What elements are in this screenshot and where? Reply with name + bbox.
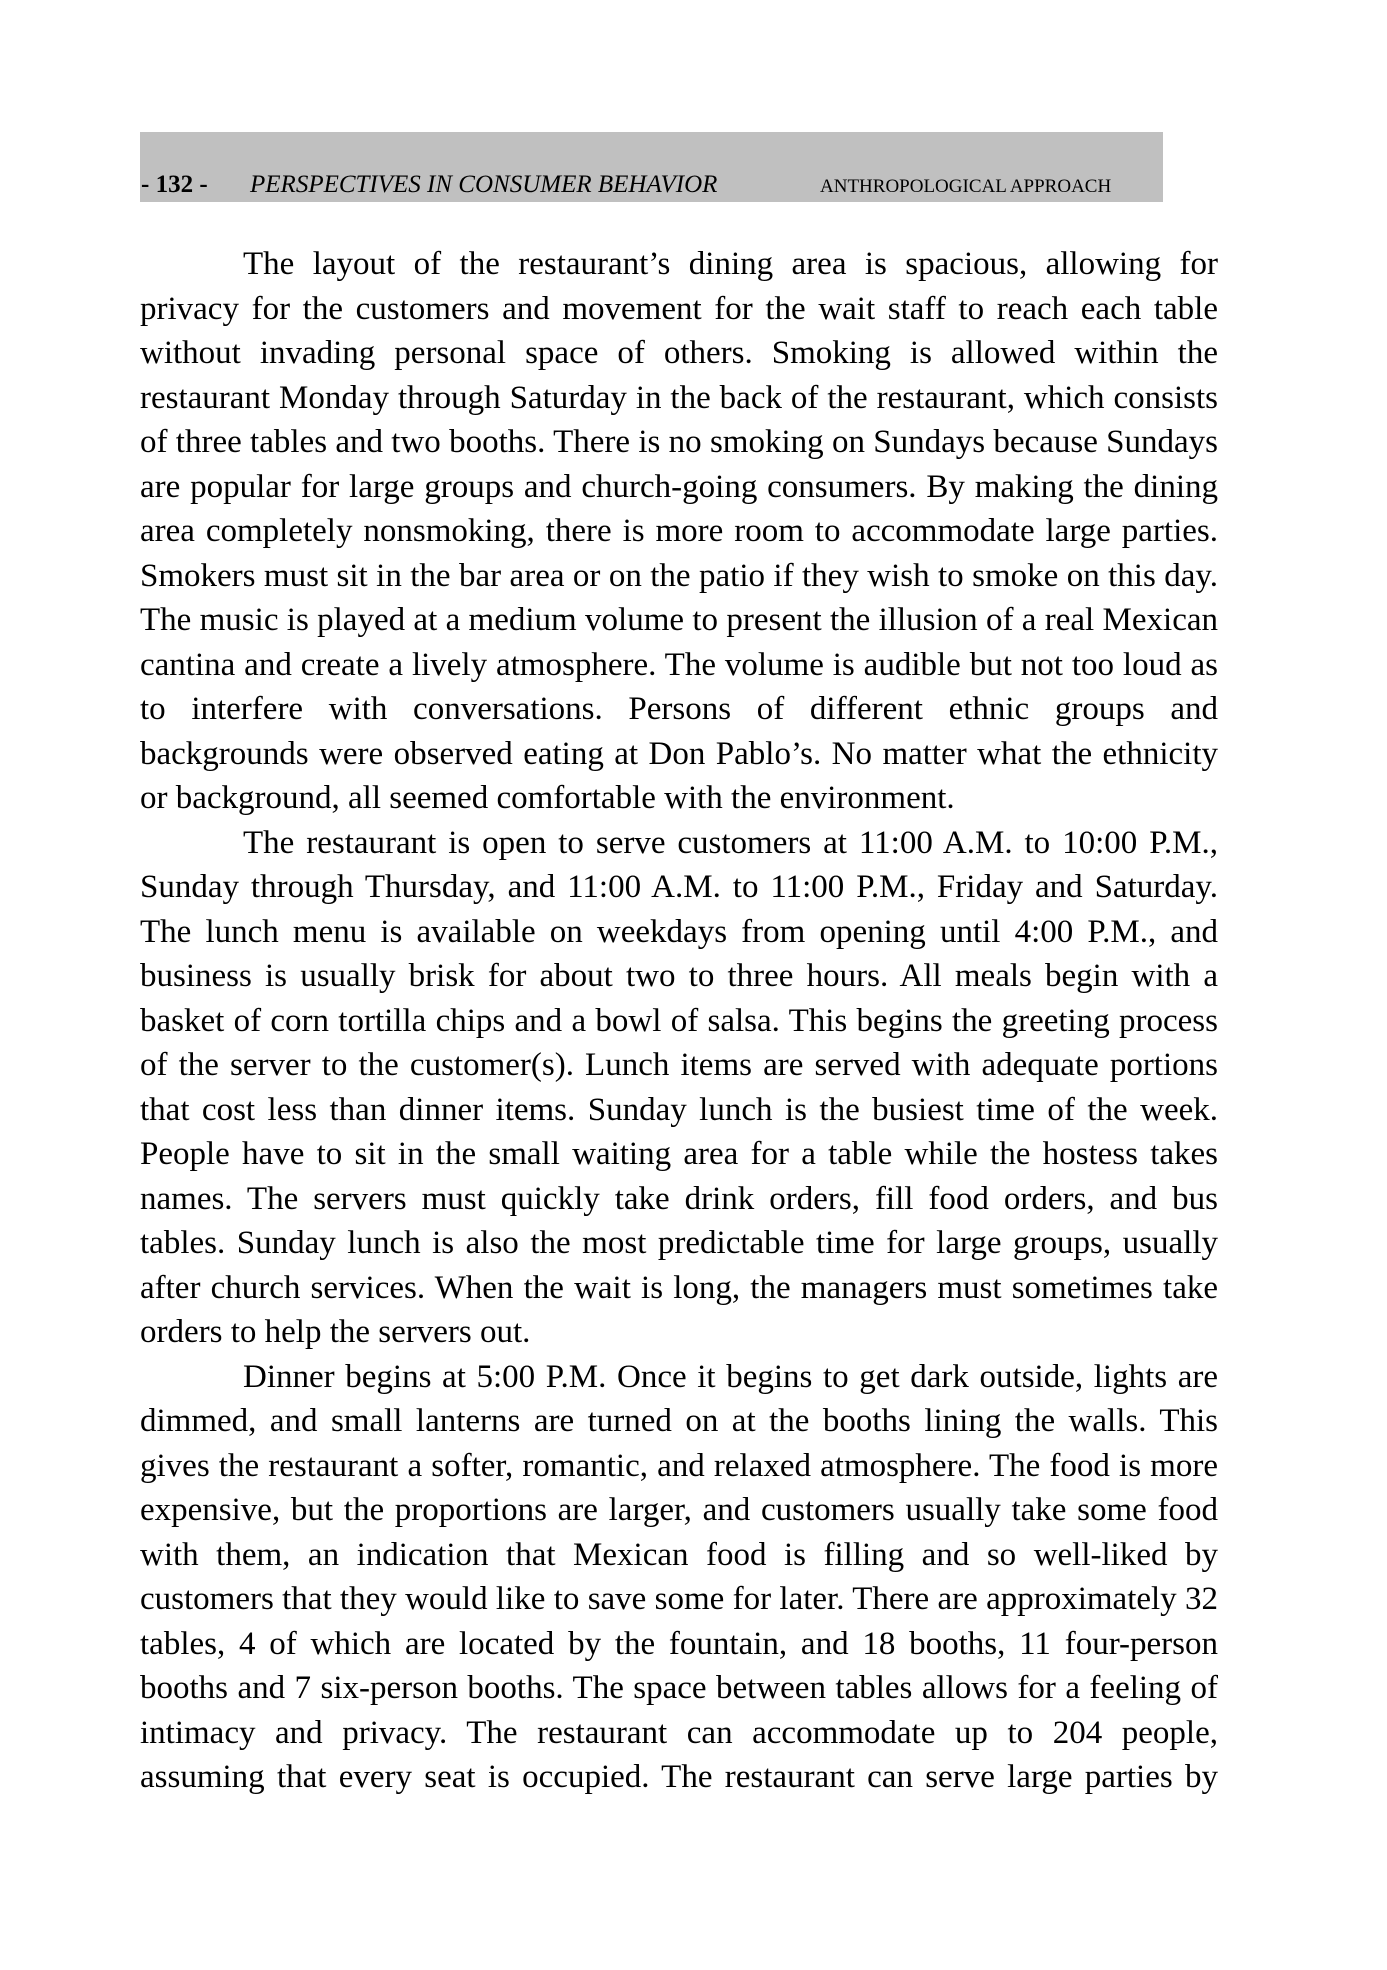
paragraph: Dinner begins at 5:00 P.M. Once it begins to get dark outside, lights are dimmed, and small lanterns are turned on at the booths lining the walls. This gives the restaurant a softer, romantic, and relaxed atmosphere. The food is more expensive, but the proportions are larger, and customers usually take some food with them, an indication that Mexican food is filling and so well-liked by customers that they would like to save some for later. There are approximately 32 tables, 4 of which are located by the fountain, and 18 booths, 11 four-person booths and 7 six-person booths. The space between tables allows for a feeling of intimacy and privacy. The restaurant can accommodate up to 204 people, assuming that every seat is occupied. The restaurant can serve large parties by (140, 1358, 1218, 1795)
paragraph: The restaurant is open to serve customers at 11:00 A.M. to 10:00 P.M., Sunday through Thursday, and 11:00 A.M. to 11:00 P.M., Friday and Saturday. The lunch menu is available on weekdays from opening until 4:00 P.M., and business is usually brisk for about two to three hours. All meals begin with a basket of corn tortilla chips and a bowl of salsa. This begins the greeting process of the server to the customer(s). Lunch items are served with adequate portions that cost less than dinner items. Sunday lunch is the busiest time of the week. People have to sit in the small waiting area for a table while the hostess takes names. The servers must quickly take drink orders, fill food orders, and bus tables. Sunday lunch is also the most predictable time for large groups, usually after church services. When the wait is long, the managers must sometimes take orders to help the servers out. (140, 824, 1218, 1350)
running-header (140, 132, 1163, 202)
body-text (140, 242, 1218, 1800)
paragraph: The layout of the restaurant’s dining area is spacious, allowing for privacy for the customers and movement for the wait staff to reach each table without invading personal space of others. Smoking is allowed within the restaurant Monday through Saturday in the back of the restaurant, which consists of three tables and two booths. There is no smoking on Sundays because Sundays are popular for large groups and church-going consumers. By making the dining area completely nonsmoking, there is more room to accommodate large parties. Smokers must sit in the bar area or on the patio if they wish to smoke on this day. The music is played at a medium volume to present the illusion of a real Mexican cantina and create a lively atmosphere. The volume is audible but not too loud as to interfere with conversations. Persons of different ethnic groups and backgrounds were observed eating at Don Pablo’s. No matter what the ethnicity or background, all seemed comfortable with the environment. (140, 246, 1218, 816)
page-number: - 132 - (141, 171, 208, 198)
section-title: ANTHROPOLOGICAL APPROACH (820, 176, 1112, 197)
book-title: PERSPECTIVES IN CONSUMER BEHAVIOR (250, 171, 718, 198)
